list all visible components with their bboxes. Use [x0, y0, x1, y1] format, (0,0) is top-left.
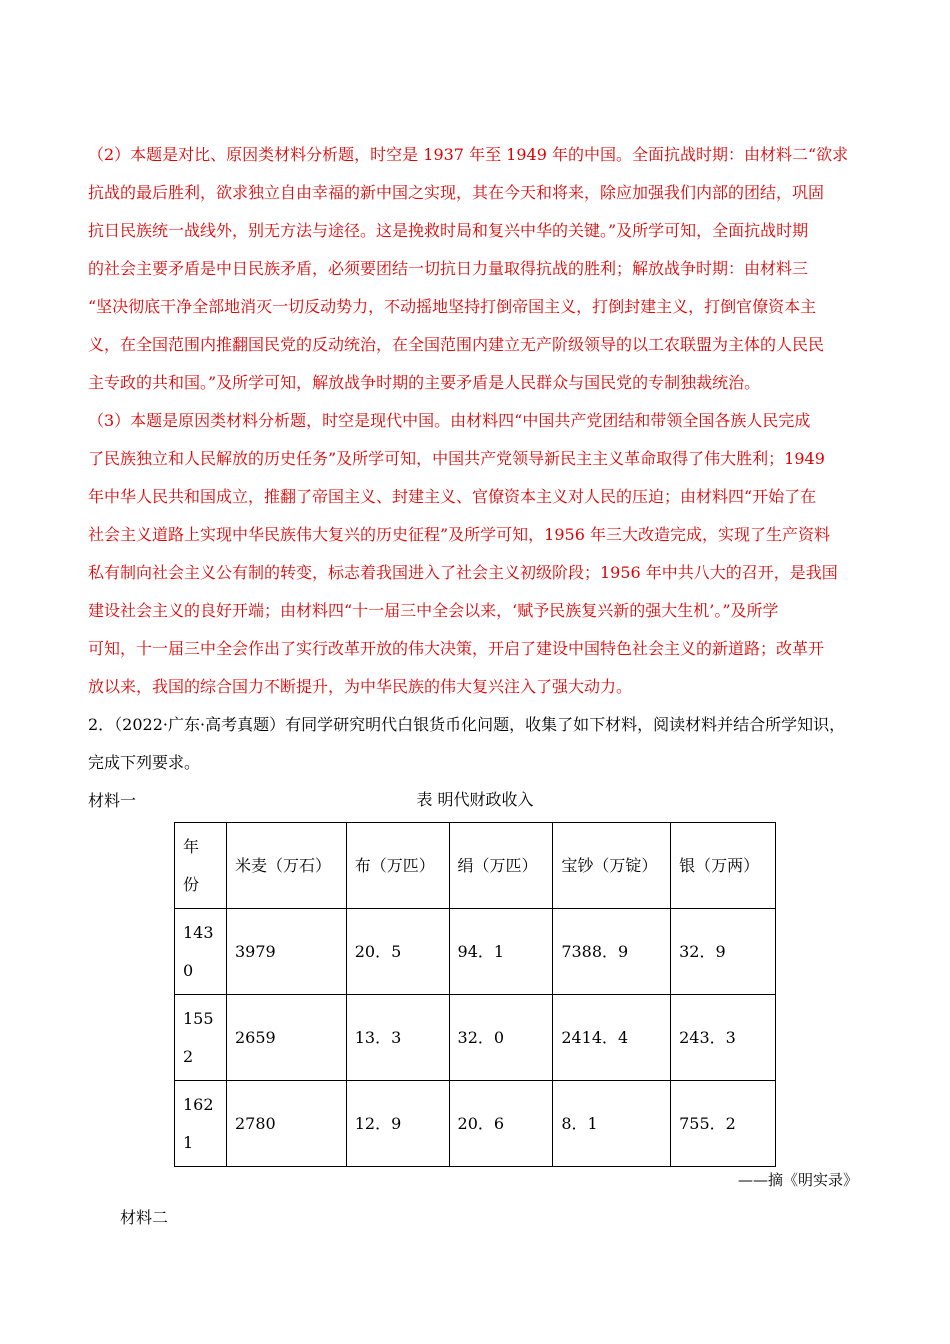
answer-line: 抗战的最后胜利，欲求独立自由幸福的新中国之实现，其在今天和将来，除应加强我们内部的团结，巩固 [88, 183, 825, 202]
answer-line: 主专政的共和国。”及所学可知，解放战争时期的主要矛盾是人民群众与国民党的专制独裁统治。 [88, 373, 761, 392]
material-2-label: 材料二 [120, 1208, 169, 1227]
table-cell: 20．5 [346, 909, 449, 995]
year-part: 162 [183, 1094, 214, 1114]
table-source: ——摘《明实录》 [737, 1171, 858, 1189]
answer-line: 放以来，我国的综合国力不断提升，为中华民族的伟大复兴注入了强大动力。 [88, 677, 633, 696]
year-cell [175, 909, 227, 995]
answer-line: 义，在全国范围内推翻国民党的反动统治，在全国范围内建立无产阶级领导的以工农联盟为主体的人民民 [88, 335, 825, 354]
table-cell: 243．3 [671, 995, 776, 1081]
table-cell: 8．1 [553, 1081, 671, 1167]
table-cell: 32．9 [671, 909, 776, 995]
year-part: 2 [183, 1046, 194, 1066]
table-cell: 2780 [226, 1081, 346, 1167]
header-cell-year [175, 823, 227, 909]
year-cell [175, 995, 227, 1081]
table-cell: 94．1 [449, 909, 553, 995]
answer-line: （2）本题是对比、原因类材料分析题，时空是 1937 年至 1949 年的中国。全面抗战时期：由材料二“欲求 [88, 145, 849, 164]
answer-line: 的社会主要矛盾是中日民族矛盾，必须要团结一切抗日力量取得抗战的胜利；解放战争时期：由材料三 [88, 259, 809, 278]
year-cell [175, 1081, 227, 1167]
year-part: 0 [183, 960, 194, 980]
header-year-part: 年 [183, 836, 200, 856]
table-cell: 20．6 [449, 1081, 553, 1167]
header-cell: 银（万两） [671, 823, 776, 909]
table-cell: 12．9 [346, 1081, 449, 1167]
header-cell: 米麦（万石） [226, 823, 346, 909]
header-cell: 绢（万匹） [449, 823, 553, 909]
question-2-line-2: 完成下列要求。 [88, 753, 201, 772]
table-cell: 3979 [226, 909, 346, 995]
answer-line: 建设社会主义的良好开端；由材料四“十一届三中全会以来，‘赋予民族复兴新的强大生机’。”及所学 [88, 601, 779, 620]
table-cell: 7388．9 [553, 909, 671, 995]
answer-line: 社会主义道路上实现中华民族伟大复兴的历史征程”及所学可知，1956 年三大改造完成，实现了生产资料 [88, 525, 830, 544]
year-part: 1 [183, 1132, 194, 1152]
answer-line: “坚决彻底干净全部地消灭一切反动势力，不动摇地坚持打倒帝国主义，打倒封建主义，打倒官僚资本主 [88, 297, 817, 316]
year-part: 143 [183, 922, 214, 942]
header-cell: 宝钞（万锭） [553, 823, 671, 909]
table-cell: 13．3 [346, 995, 449, 1081]
answer-line: 年中华人民共和国成立，推翻了帝国主义、封建主义、官僚资本主义对人民的压迫；由材料四“开始了在 [88, 487, 817, 506]
table-caption: 表 明代财政收入 [416, 790, 534, 809]
table-cell: 755．2 [671, 1081, 776, 1167]
table-cell: 2659 [226, 995, 346, 1081]
fiscal-revenue-table [174, 822, 776, 1167]
table-row [175, 995, 776, 1081]
table-header-row [175, 823, 776, 909]
year-part: 155 [183, 1008, 214, 1028]
table-cell: 2414．4 [553, 995, 671, 1081]
answer-line: 抗日民族统一战线外，别无方法与途径。这是挽救时局和复兴中华的关键。”及所学可知，全面抗战时期 [88, 221, 809, 240]
answer-line: 可知，十一届三中全会作出了实行改革开放的伟大决策，开启了建设中国特色社会主义的新道路；改革开 [88, 639, 825, 658]
table-cell: 32．0 [449, 995, 553, 1081]
question-2-line-1: 2．（2022·广东·高考真题）有同学研究明代白银货币化问题，收集了如下材料，阅读材料并结合所学知识， [88, 715, 846, 734]
header-cell: 布（万匹） [346, 823, 449, 909]
answer-line: 了民族独立和人民解放的历史任务”及所学可知，中国共产党领导新民主主义革命取得了伟大胜利；1949 [88, 449, 825, 468]
material-1-label: 材料一 [88, 791, 137, 810]
header-year-part: 份 [183, 874, 200, 894]
table-row [175, 1081, 776, 1167]
answer-line: 私有制向社会主义公有制的转变，标志着我国进入了社会主义初级阶段；1956 年中共八大的召开，是我国 [88, 563, 838, 582]
answer-line: （3）本题是原因类材料分析题，时空是现代中国。由材料四“中国共产党团结和带领全国各族人民完成 [88, 411, 811, 430]
table-row [175, 909, 776, 995]
